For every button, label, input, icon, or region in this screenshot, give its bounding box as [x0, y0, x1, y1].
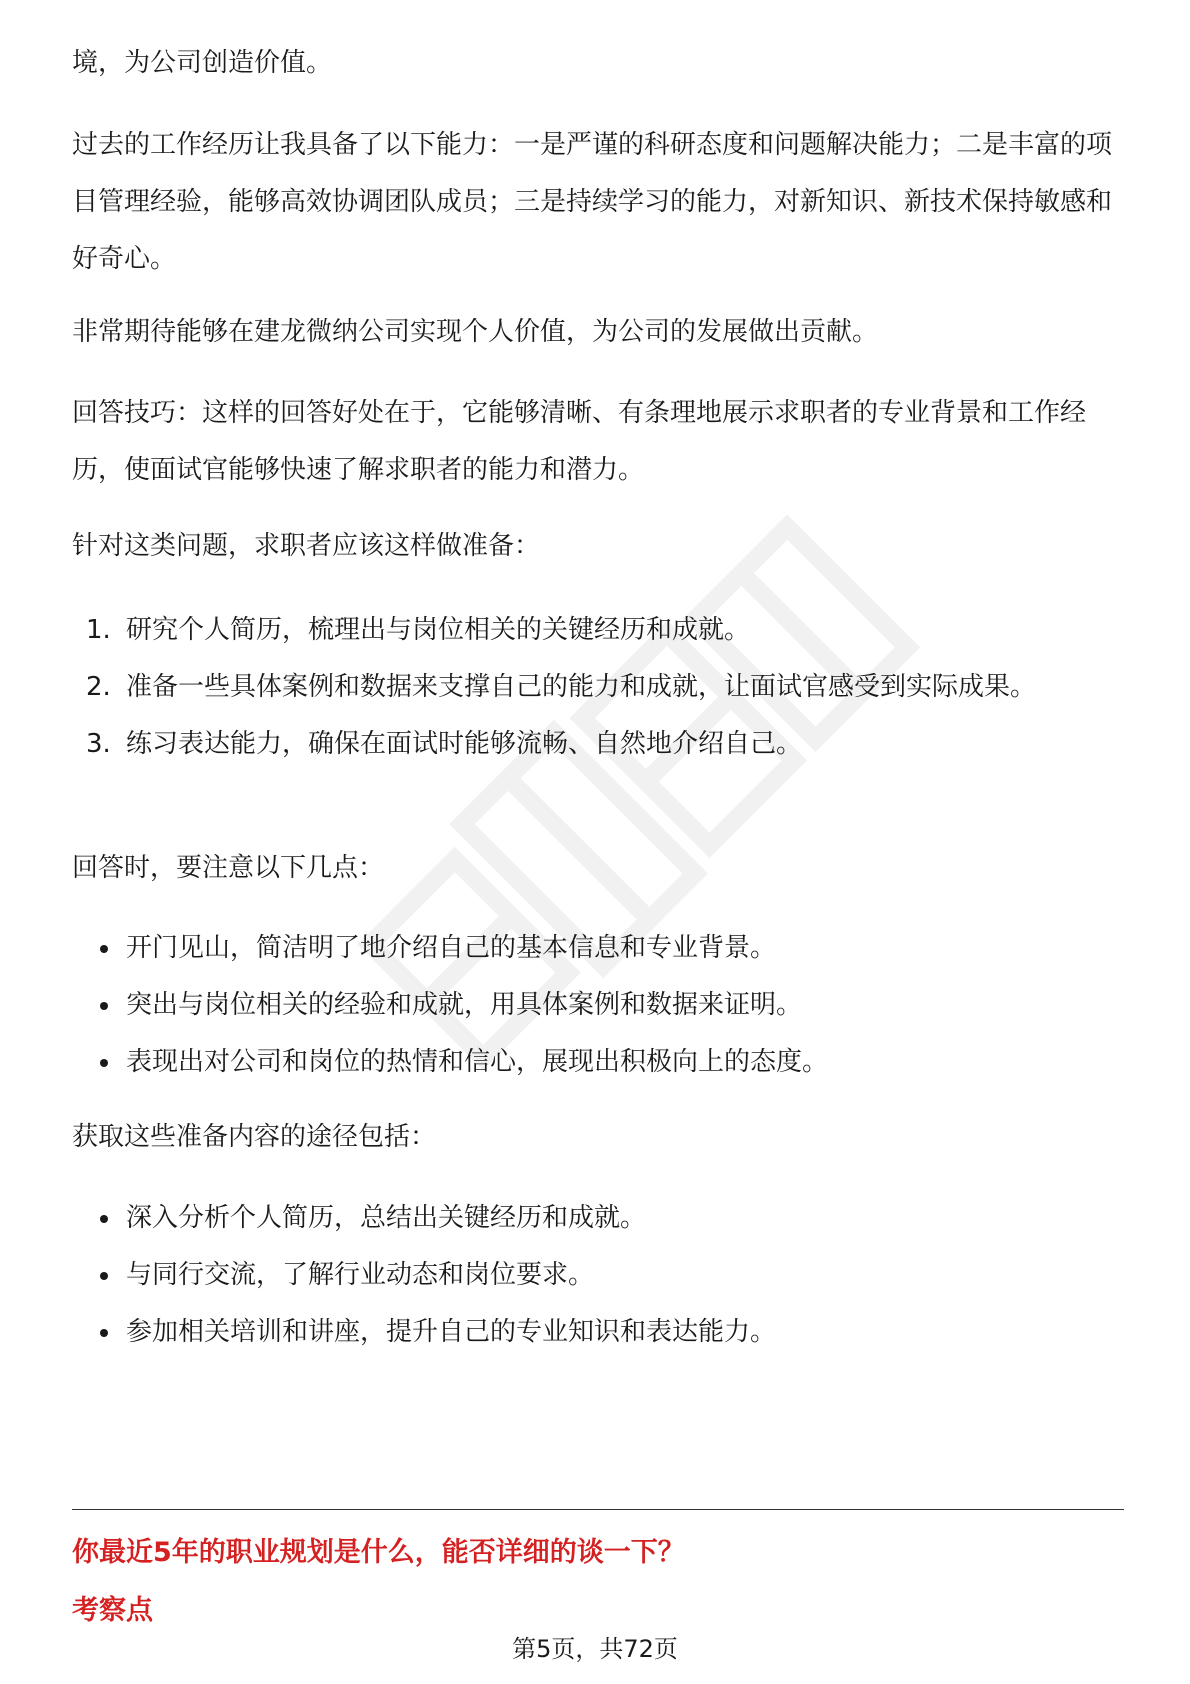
list-item	[72, 659, 1122, 716]
list-item	[72, 1304, 1122, 1361]
paragraph-answer-tip: 回答技巧：这样的回答好处在于，它能够清晰、有条理地展示求职者的专业背景和工作经历，使面试官能够快速了解求职者的能力和潜力。	[72, 398, 1087, 485]
next-question-heading: 你最近5年的职业规划是什么，能否详细的谈一下？	[72, 1537, 685, 1568]
list-item-text: 与同行交流，了解行业动态和岗位要求。	[126, 1260, 595, 1290]
bullet-icon	[100, 1329, 108, 1337]
list-item	[72, 920, 1122, 977]
bullet-icon	[100, 1002, 108, 1010]
paragraph-abilities: 过去的工作经历让我具备了以下能力：一是严谨的科研态度和问题解决能力；二是丰富的项目管理经验，能够高效协调团队成员；三是持续学习的能力，对新知识、新技术保持敏感和好奇心。	[72, 130, 1113, 274]
list-item	[72, 716, 1122, 773]
paragraph-tips-intro: 回答时，要注意以下几点：	[72, 853, 385, 883]
paragraph-sources-intro: 获取这些准备内容的途径包括：	[72, 1122, 437, 1152]
page-footer: 第5页，共72页	[512, 1635, 678, 1663]
bullet-icon	[100, 1272, 108, 1280]
list-item-text: 开门见山，简洁明了地介绍自己的基本信息和专业背景。	[126, 933, 777, 963]
list-item	[72, 602, 1122, 659]
list-item	[72, 1034, 1122, 1091]
list-number: 2.	[86, 672, 111, 702]
list-item	[72, 977, 1122, 1034]
list-item-text: 表现出对公司和岗位的热情和信心，展现出积极向上的态度。	[126, 1047, 829, 1077]
bullet-icon	[100, 1059, 108, 1067]
list-item-text: 练习表达能力，确保在面试时能够流畅、自然地介绍自己。	[126, 729, 803, 759]
sources-list	[72, 1190, 1122, 1361]
prep-steps-list	[72, 602, 1122, 773]
list-item	[72, 1247, 1122, 1304]
list-item-text: 研究个人简历，梳理出与岗位相关的关键经历和成就。	[126, 615, 751, 645]
list-item-text: 深入分析个人简历，总结出关键经历和成就。	[126, 1203, 647, 1233]
answer-tips-list	[72, 920, 1122, 1091]
paragraph-intro-end: 境，为公司创造价值。	[72, 48, 333, 78]
section-divider	[72, 1509, 1124, 1510]
paragraph-expectation: 非常期待能够在建龙微纳公司实现个人价值，为公司的发展做出贡献。	[72, 317, 879, 347]
list-number: 3.	[86, 729, 111, 759]
bullet-icon	[100, 1215, 108, 1223]
list-item-text: 突出与岗位相关的经验和成就，用具体案例和数据来证明。	[126, 990, 803, 1020]
list-number: 1.	[86, 615, 111, 645]
next-question-subhead: 考察点	[72, 1595, 153, 1626]
list-item-text: 准备一些具体案例和数据来支撑自己的能力和成就，让面试官感受到实际成果。	[126, 672, 1037, 702]
list-item-text: 参加相关培训和讲座，提升自己的专业知识和表达能力。	[126, 1317, 777, 1347]
bullet-icon	[100, 945, 108, 953]
list-item	[72, 1190, 1122, 1247]
paragraph-prep-intro: 针对这类问题，求职者应该这样做准备：	[72, 531, 541, 561]
